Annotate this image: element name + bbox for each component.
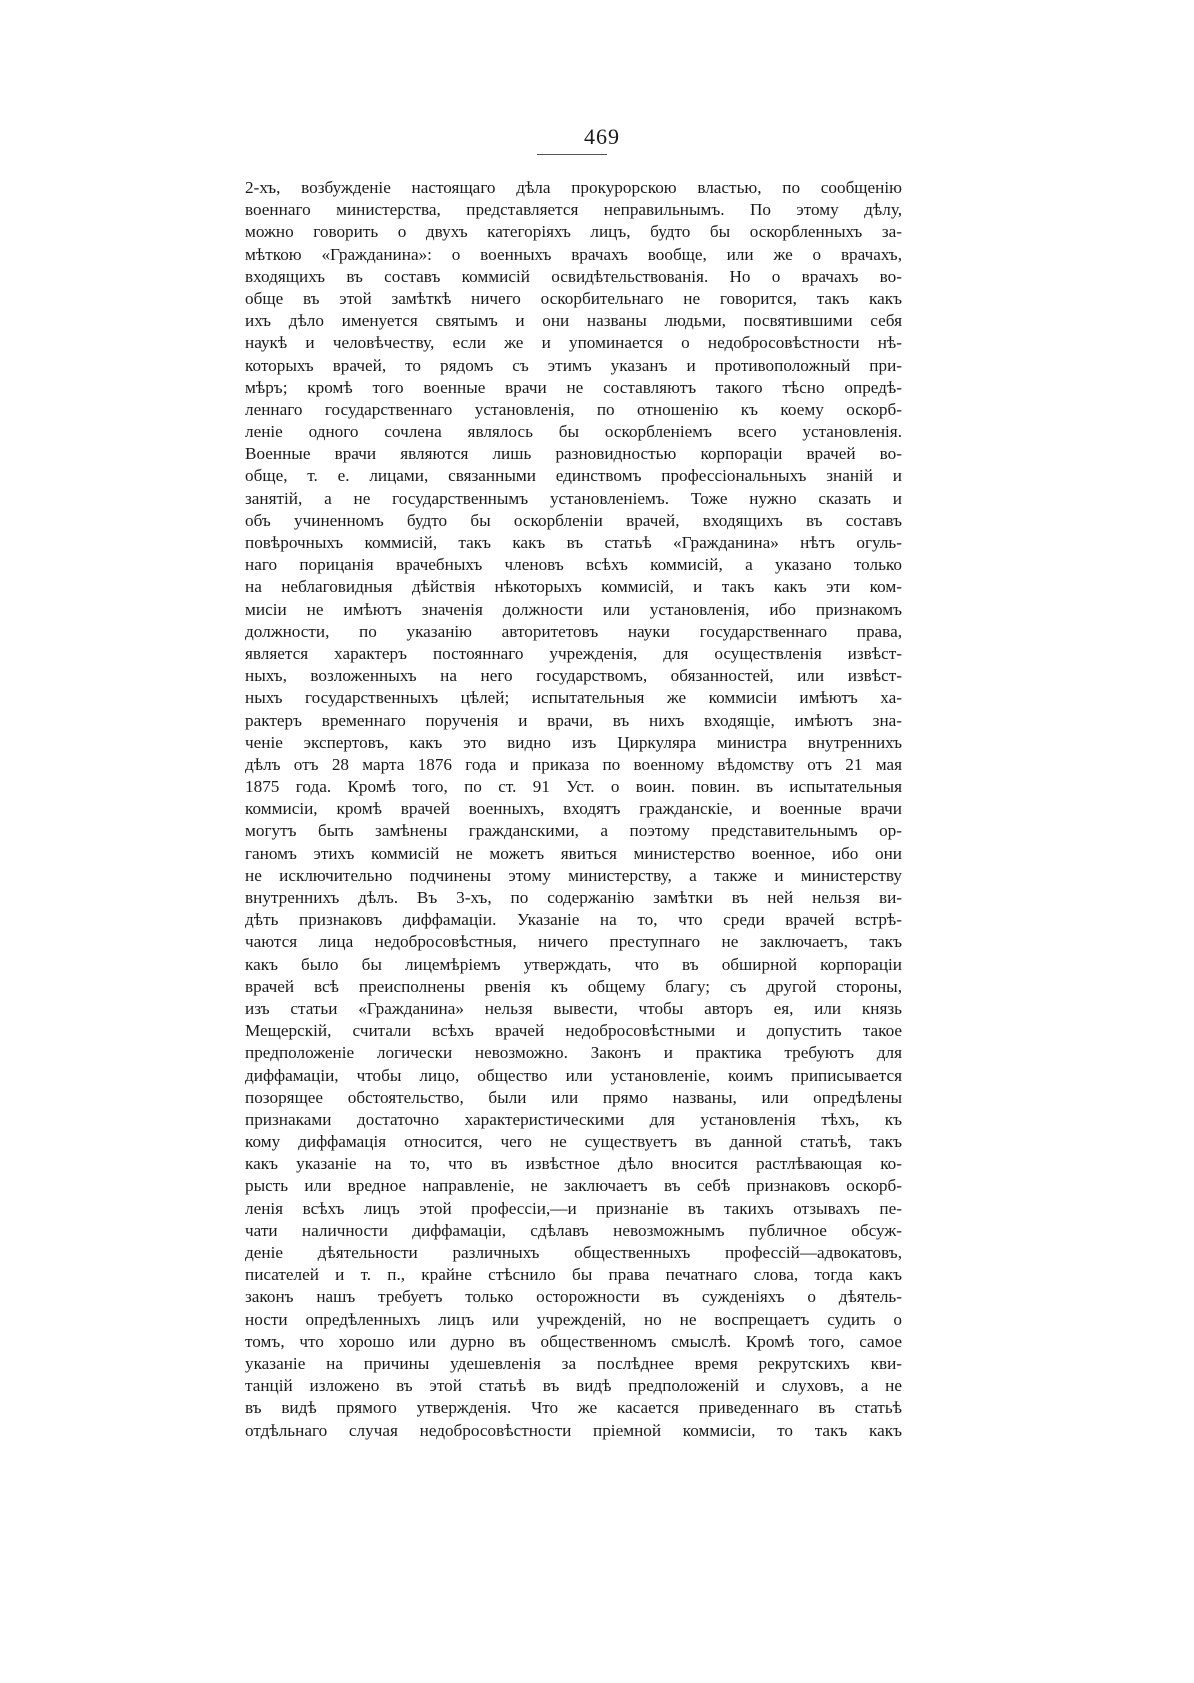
text-line: дѣть признаковъ диффамаціи. Указаніе на то, что среди врачей встрѣ-: [245, 910, 902, 930]
text-line: леннаго государственнаго установленія, по отношенію къ коему оскорб-: [245, 399, 902, 419]
text-line: чаются лица недобросовѣстныя, ничего преступнаго не заключаетъ, такъ: [245, 932, 902, 952]
text-line: повѣрочныхъ коммисій, такъ какъ въ статьѣ «Гражданина» нѣтъ огуль-: [245, 533, 902, 552]
text-line: какъ было бы лицемѣріемъ утверждать, что въ обширной корпораціи: [245, 954, 902, 974]
text-line: признаками достаточно характеристическими для установленія тѣхъ, къ: [245, 1109, 902, 1129]
text-line: писателей и т. п., крайне стѣснило бы права печатнаго слова, тогда какъ: [245, 1265, 902, 1285]
text-line: рысть или вредное направленіе, не заключаетъ въ себѣ признаковъ оскорб-: [245, 1176, 902, 1196]
text-line: отдѣльнаго случая недобросовѣстности пріемной коммисіи, то такъ какъ: [245, 1420, 902, 1440]
text-line: ганомъ этихъ коммисій не можетъ явиться министерство военное, ибо они: [245, 843, 902, 863]
body-text: [245, 177, 902, 1442]
text-line: указаніе на причины удешевленія за послѣднее время рекрутскихъ кви-: [245, 1353, 902, 1373]
text-line: ныхъ, возложенныхъ на него государствомъ, обязанностей, или извѣст-: [245, 666, 902, 686]
text-line: не исключительно подчинены этому министерству, а также и министерству: [245, 865, 902, 885]
text-line: дѣлъ отъ 28 марта 1876 года и приказа по военному вѣдомству отъ 21 мая: [245, 754, 902, 774]
text-line: входящихъ въ составъ коммисій освидѣтельствованія. Но о врачахъ во-: [245, 266, 902, 286]
text-line: танцій изложено въ этой статьѣ въ видѣ предположеній и слуховъ, а не: [245, 1376, 902, 1396]
text-line: внутреннихъ дѣлъ. Въ 3-хъ, по содержанію замѣтки въ ней нельзя ви-: [245, 888, 902, 907]
text-line: деніе дѣятельности различныхъ общественныхъ профессій—адвокатовъ,: [245, 1243, 902, 1262]
text-line: кому диффамація относится, чего не существуетъ въ данной статьѣ, такъ: [245, 1132, 902, 1152]
text-line: врачей всѣ преисполнены рвенія къ общему благу; съ другой стороны,: [245, 976, 902, 996]
text-line: чати наличности диффамаціи, сдѣлавъ невозможнымъ публичное обсуж-: [245, 1220, 902, 1240]
text-line: леніе одного сочлена являлось бы оскорбленіемъ всего установленія.: [245, 422, 902, 442]
text-line: изъ статьи «Гражданина» нельзя вывести, чтобы авторъ ея, или князь: [245, 998, 902, 1018]
text-line: обще, т. е. лицами, связанными единствомъ профессіональныхъ знаній и: [245, 466, 902, 486]
text-line: мѣткою «Гражданина»: о военныхъ врачахъ вообще, или же о врачахъ,: [245, 244, 902, 264]
text-line: предположеніе логически невозможно. Законъ и практика требуютъ для: [245, 1043, 902, 1063]
text-line: ности опредѣленныхъ лицъ или учрежденій, но не воспрещаетъ судить о: [245, 1309, 902, 1329]
text-line: обще въ этой замѣткѣ ничего оскорбительнаго не говорится, такъ какъ: [245, 288, 902, 308]
text-line: можно говорить о двухъ категоріяхъ лицъ, будто бы оскорбленныхъ за-: [245, 222, 902, 242]
text-line: томъ, что хорошо или дурно въ общественномъ смыслѣ. Кромѣ того, самое: [245, 1331, 902, 1351]
text-line: позорящее обстоятельство, были или прямо названы, или опредѣлены: [245, 1087, 902, 1107]
text-line: какъ указаніе на то, что въ извѣстное дѣло вносится растлѣвающая ко-: [245, 1154, 902, 1174]
text-line: диффамаціи, чтобы лицо, общество или установленіе, коимъ приписывается: [245, 1065, 902, 1085]
text-line: ченіе экспертовъ, какъ это видно изъ Циркуляра министра внутреннихъ: [245, 732, 902, 752]
text-line: наукѣ и человѣчеству, если же и упоминается о недобросовѣстности нѣ-: [245, 333, 902, 353]
text-line: занятій, а не государственнымъ установленіемъ. Тоже нужно сказать и: [245, 488, 902, 508]
text-line: объ учиненномъ будто бы оскорбленіи врачей, входящихъ въ составъ: [245, 510, 902, 530]
text-line: мисіи не имѣютъ значенія должности или установленія, ибо признакомъ: [245, 599, 902, 619]
text-line: могутъ быть замѣнены гражданскими, а поэтому представительнымъ ор-: [245, 821, 902, 841]
text-line: Военные врачи являются лишь разновидностью корпораціи врачей во-: [245, 444, 902, 464]
text-line: рактеръ временнаго порученія и врачи, въ нихъ входящіе, имѣютъ зна-: [245, 710, 902, 730]
text-line: на неблаговидныя дѣйствія нѣкоторыхъ коммисій, и такъ какъ эти ком-: [245, 577, 902, 597]
text-line: въ видѣ прямого утвержденія. Что же касается приведеннаго въ статьѣ: [245, 1398, 902, 1418]
text-line: 1875 года. Кромѣ того, по ст. 91 Уст. о воин. повин. въ испытательныя: [245, 777, 902, 797]
text-line: которыхъ врачей, то рядомъ съ этимъ указанъ и противоположный при-: [245, 355, 902, 375]
text-line: является характеръ постояннаго учрежденія, для осуществленія извѣст-: [245, 643, 902, 663]
text-line: наго порицанія врачебныхъ членовъ всѣхъ коммисій, а указано только: [245, 555, 902, 575]
page-number: 469: [584, 124, 620, 149]
text-line: коммисіи, кромѣ врачей военныхъ, входятъ гражданскіе, и военные врачи: [245, 799, 902, 819]
text-line: ныхъ государственныхъ цѣлей; испытательныя же коммисіи имѣютъ ха-: [245, 688, 902, 708]
text-line: мѣръ; кромѣ того военные врачи не составляютъ такого тѣсно опредѣ-: [245, 377, 902, 397]
text-line: ленія всѣхъ лицъ этой профессіи,—и признаніе въ такихъ отзывахъ пе-: [245, 1198, 902, 1218]
text-line: ихъ дѣло именуется святымъ и они названы людьми, посвятившими себя: [245, 311, 902, 331]
text-line: 2-хъ, возбужденіе настоящаго дѣла прокурорскою властью, по сообщенію: [245, 178, 902, 197]
page-number-underline: [537, 154, 607, 155]
text-line: законъ нашъ требуетъ только осторожности въ сужденіяхъ о дѣятель-: [245, 1287, 902, 1307]
text-line: Мещерскій, считали всѣхъ врачей недобросовѣстными и допустить такое: [245, 1021, 902, 1041]
text-line: военнаго министерства, представляется неправильнымъ. По этому дѣлу,: [245, 200, 902, 220]
text-line: должности, по указанію авторитетовъ науки государственнаго права,: [245, 621, 902, 641]
